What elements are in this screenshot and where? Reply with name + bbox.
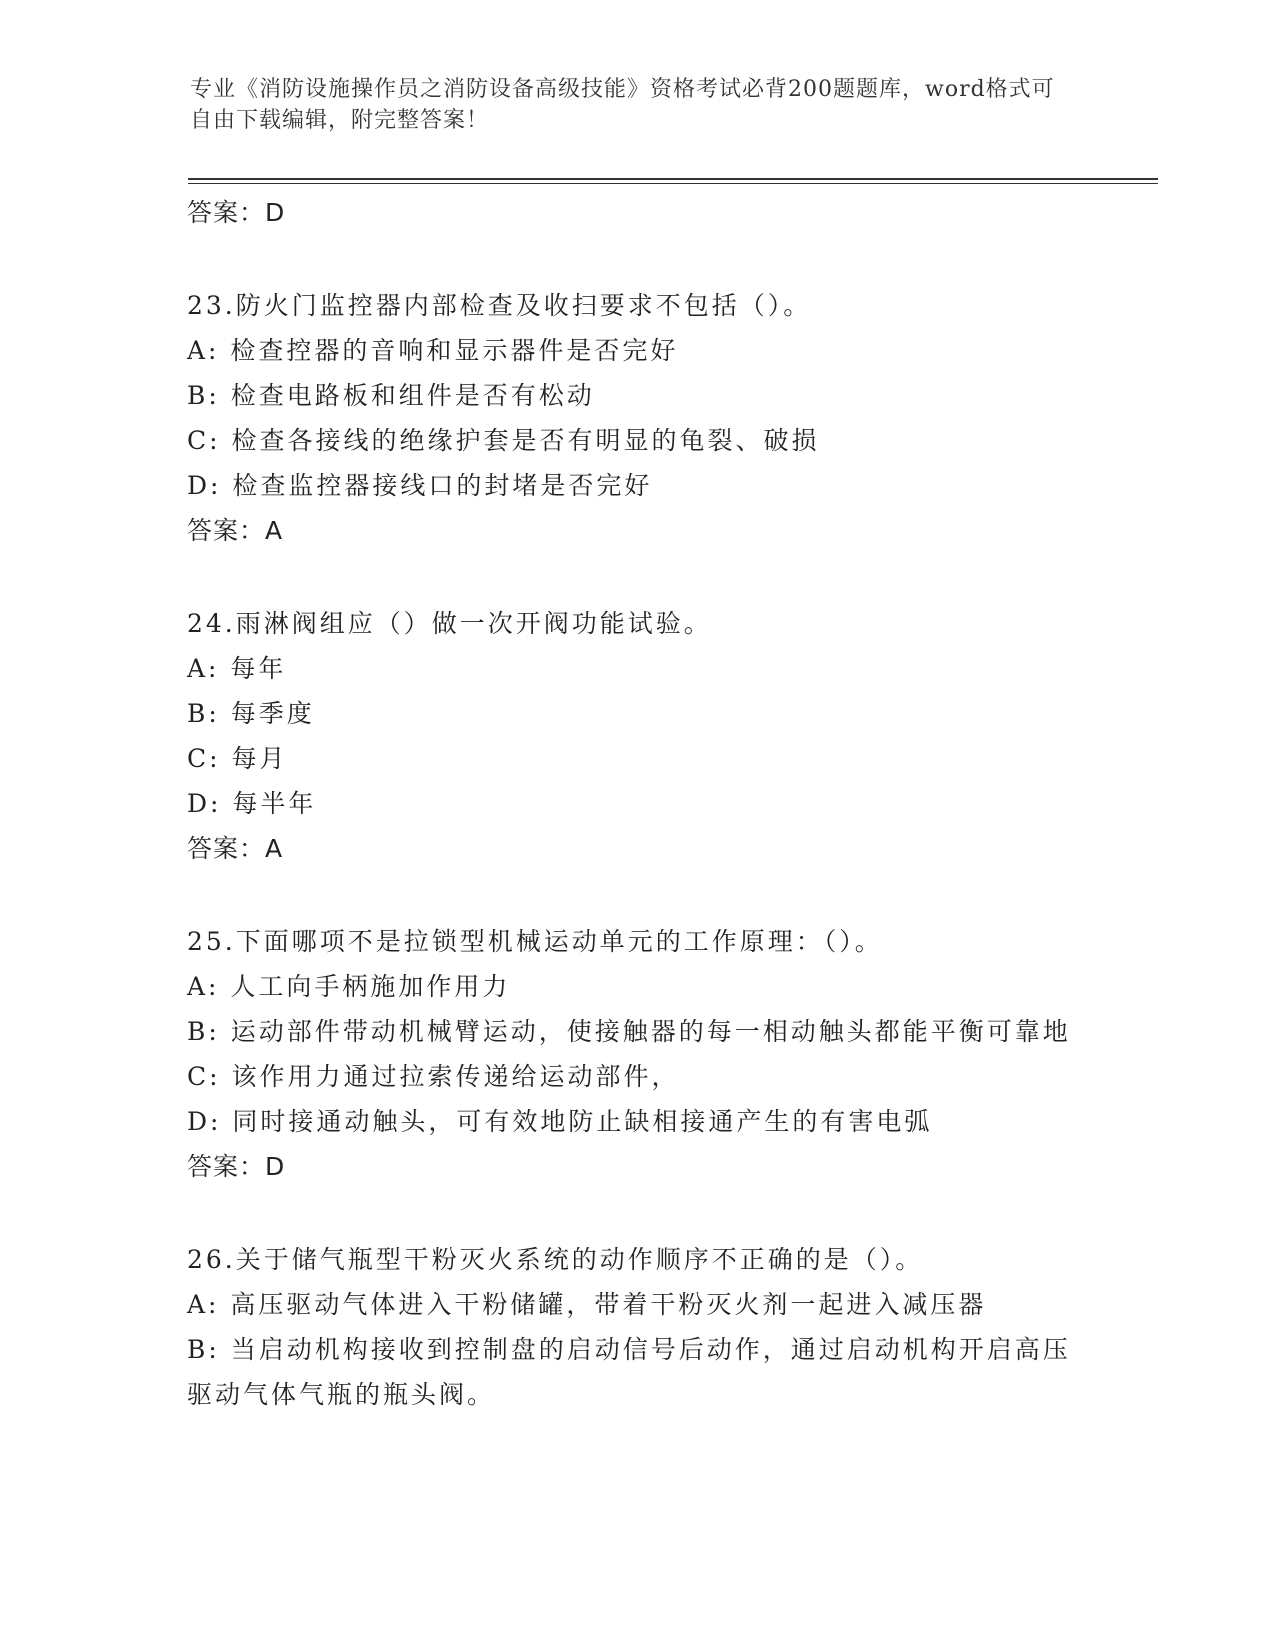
spacer bbox=[187, 871, 1087, 919]
document-header: 专业《消防设施操作员之消防设备高级技能》资格考试必背200题题库，word格式可自由下载编辑，附完整答案！ bbox=[190, 77, 1055, 133]
option-c: C: 检查各接线的绝缘护套是否有明显的龟裂、破损 bbox=[187, 426, 820, 455]
spacer bbox=[187, 1189, 1087, 1237]
option-b: B: 当启动机构接收到控制盘的启动信号后动作，通过启动机构开启高压驱动气体气瓶的瓶头阀。 bbox=[187, 1335, 1071, 1409]
answer-line: 答案：A bbox=[187, 834, 284, 863]
option-b: B: 运动部件带动机械臂运动，使接触器的每一相动触头都能平衡可靠地 bbox=[187, 1017, 1071, 1046]
option-c: C: 该作用力通过拉索传递给运动部件， bbox=[187, 1062, 680, 1091]
question-list bbox=[187, 190, 1087, 1417]
spacer bbox=[187, 553, 1087, 601]
header-divider-thin bbox=[188, 183, 1158, 184]
option-a: A: 每年 bbox=[187, 654, 287, 683]
option-a: A: 检查控器的音响和显示器件是否完好 bbox=[187, 336, 679, 365]
option-a: A: 高压驱动气体进入干粉储罐，带着干粉灭火剂一起进入减压器 bbox=[187, 1290, 987, 1319]
option-a: A: 人工向手柄施加作用力 bbox=[187, 972, 511, 1001]
answer-line: 答案：A bbox=[187, 516, 284, 545]
option-d: D: 每半年 bbox=[187, 789, 317, 818]
option-d: D: 同时接通动触头，可有效地防止缺相接通产生的有害电弧 bbox=[187, 1107, 933, 1136]
option-c: C: 每月 bbox=[187, 744, 288, 773]
answer-line: 答案：D bbox=[187, 1152, 286, 1181]
question-stem: 23.防火门监控器内部检查及收扫要求不包括（）。 bbox=[187, 291, 812, 320]
question-stem: 24.雨淋阀组应（）做一次开阀功能试验。 bbox=[187, 609, 712, 638]
option-b: B: 检查电路板和组件是否有松动 bbox=[187, 381, 595, 410]
answer-line: 答案：D bbox=[187, 198, 286, 227]
option-b: B: 每季度 bbox=[187, 699, 315, 728]
question-stem: 25.下面哪项不是拉锁型机械运动单元的工作原理：（）。 bbox=[187, 927, 883, 956]
header-divider bbox=[188, 178, 1158, 180]
question-stem: 26.关于储气瓶型干粉灭火系统的动作顺序不正确的是（）。 bbox=[187, 1245, 924, 1274]
option-d: D: 检查监控器接线口的封堵是否完好 bbox=[187, 471, 653, 500]
spacer bbox=[187, 235, 1087, 283]
